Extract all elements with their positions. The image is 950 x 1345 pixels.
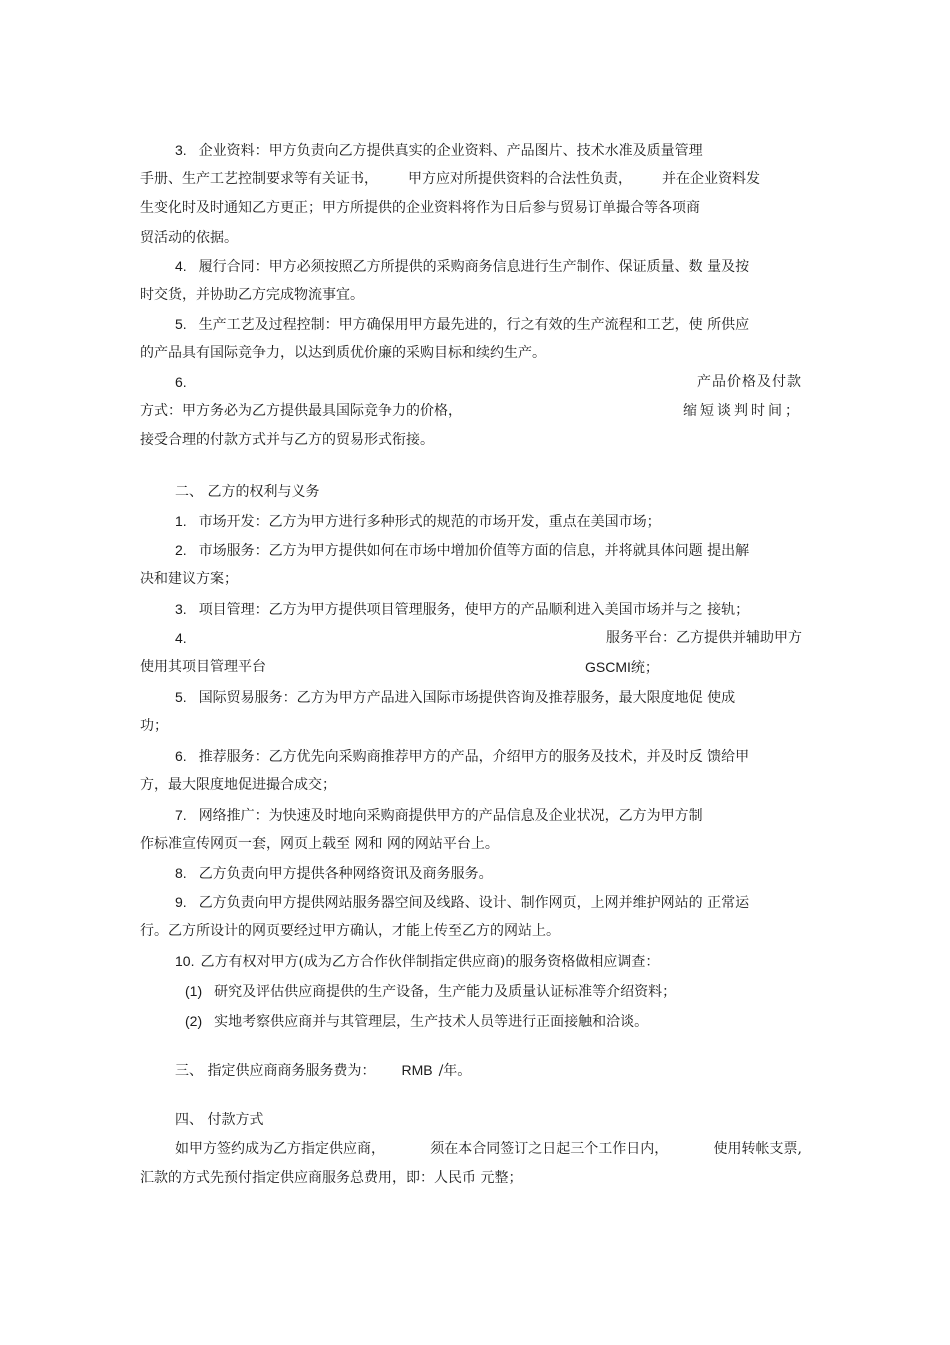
section-2-item-6-line-1: 6. 推荐服务：乙方优先向采购商推荐甲方的产品，介绍甲方的服务及技术，并及时反 馈给甲 [175, 748, 750, 765]
section-2-item-9-line-1: 9. 乙方负责向甲方提供网站服务器空间及线路、设计、制作网页，上网并维护网站的 正常运 [175, 894, 750, 911]
clause-3-line-4: 贸活动的依据。 [140, 230, 238, 246]
section-2-item-5-line-2: 功； [140, 718, 168, 734]
section-3-fee-line: 三、 指定供应商商务服务费为： RMB /年。 [175, 1062, 472, 1079]
section-4-line-1: 如甲方签约成为乙方指定供应商， 须在本合同签订之日起三个工作日内， 使用转帐支票, [175, 1141, 802, 1157]
clause-6-line-1: 6. 产品价格及付款 [175, 374, 802, 390]
section-2-item-6-line-2: 方，最大限度地促进撮合成交； [140, 777, 336, 793]
section-2-item-7-line-2: 作标准宣传网页一套，网页上载至 网和 网的网站平台上。 [140, 836, 499, 852]
clause-6-line-3: 接受合理的付款方式并与乙方的贸易形式衔接。 [140, 432, 434, 448]
section-4-line-2: 汇款的方式先预付指定供应商服务总费用，即：人民币 元整； [140, 1170, 523, 1186]
section-2-item-4-line-2: 使用其项目管理平台 GSCMI统； [140, 659, 659, 676]
clause-4-line-1: 4. 履行合同：甲方必须按照乙方所提供的采购商务信息进行生产制作、保证质量、数 量及按 [175, 258, 750, 275]
section-2-item-9-line-2: 行。乙方所设计的网页要经过甲方确认，才能上传至乙方的网站上。 [140, 923, 560, 939]
section-2-item-2-line-2: 决和建议方案； [140, 571, 238, 587]
section-2-item-1: 1. 市场开发：乙方为甲方进行多种形式的规范的市场开发，重点在美国市场； [175, 513, 661, 530]
clause-6-line-2: 方式：甲方务必为乙方提供最具国际竞争力的价格， 缩短谈判时间； [140, 403, 802, 419]
clause-3-text: 企业资料：甲方负责向乙方提供真实的企业资料、产品图片、技术水准及质量管理 [198, 143, 703, 159]
section-2-item-8: 8. 乙方负责向甲方提供各种网络资讯及商务服务。 [175, 865, 493, 882]
section-2-heading: 二、 乙方的权利与义务 [175, 484, 320, 500]
clause-4-line-2: 时交货，并协助乙方完成物流事宜。 [140, 287, 364, 303]
section-2-subitem-1: (1) 研究及评估供应商提供的生产设备，生产能力及质量认证标准等介绍资料； [185, 983, 677, 1000]
section-2-item-5-line-1: 5. 国际贸易服务：乙方为甲方产品进入国际市场提供咨询及推荐服务，最大限度地促 使成 [175, 689, 736, 706]
section-2-item-4-line-1: 4. 服务平台：乙方提供并辅助甲方 [175, 630, 802, 646]
section-2-item-10: 10. 乙方有权对甲方(成为乙方合作伙伴制指定供应商)的服务资格做相应调查： [175, 953, 660, 970]
clause-3-line-2: 手册、生产工艺控制要求等有关证书， 甲方应对所提供资料的合法性负责， 并在企业资料发 [140, 171, 760, 187]
section-2-subitem-2: (2) 实地考察供应商并与其管理层，生产技术人员等进行正面接触和洽谈。 [185, 1013, 649, 1030]
clause-5-line-2: 的产品具有国际竞争力，以达到质优价廉的采购目标和续约生产。 [140, 345, 546, 361]
section-2-item-2-line-1: 2. 市场服务：乙方为甲方提供如何在市场中增加价值等方面的信息，并将就具体问题 提出解 [175, 542, 750, 559]
clause-3-number: 3. [175, 142, 187, 158]
clause-5-line-1: 5. 生产工艺及过程控制：甲方确保用甲方最先进的，行之有效的生产流程和工艺，使 所供应 [175, 316, 750, 333]
section-2-item-3: 3. 项目管理：乙方为甲方提供项目管理服务，使甲方的产品顺利进入美国市场并与之 接轨； [175, 601, 750, 618]
clause-3-line-3: 生变化时及时通知乙方更正；甲方所提供的企业资料将作为日后参与贸易订单撮合等各项商 [140, 200, 700, 216]
section-2-item-7-line-1: 7. 网络推广：为快速及时地向采购商提供甲方的产品信息及企业状况，乙方为甲方制 [175, 807, 703, 824]
section-4-heading: 四、 付款方式 [175, 1112, 264, 1128]
clause-3-line-1 [175, 138, 802, 162]
